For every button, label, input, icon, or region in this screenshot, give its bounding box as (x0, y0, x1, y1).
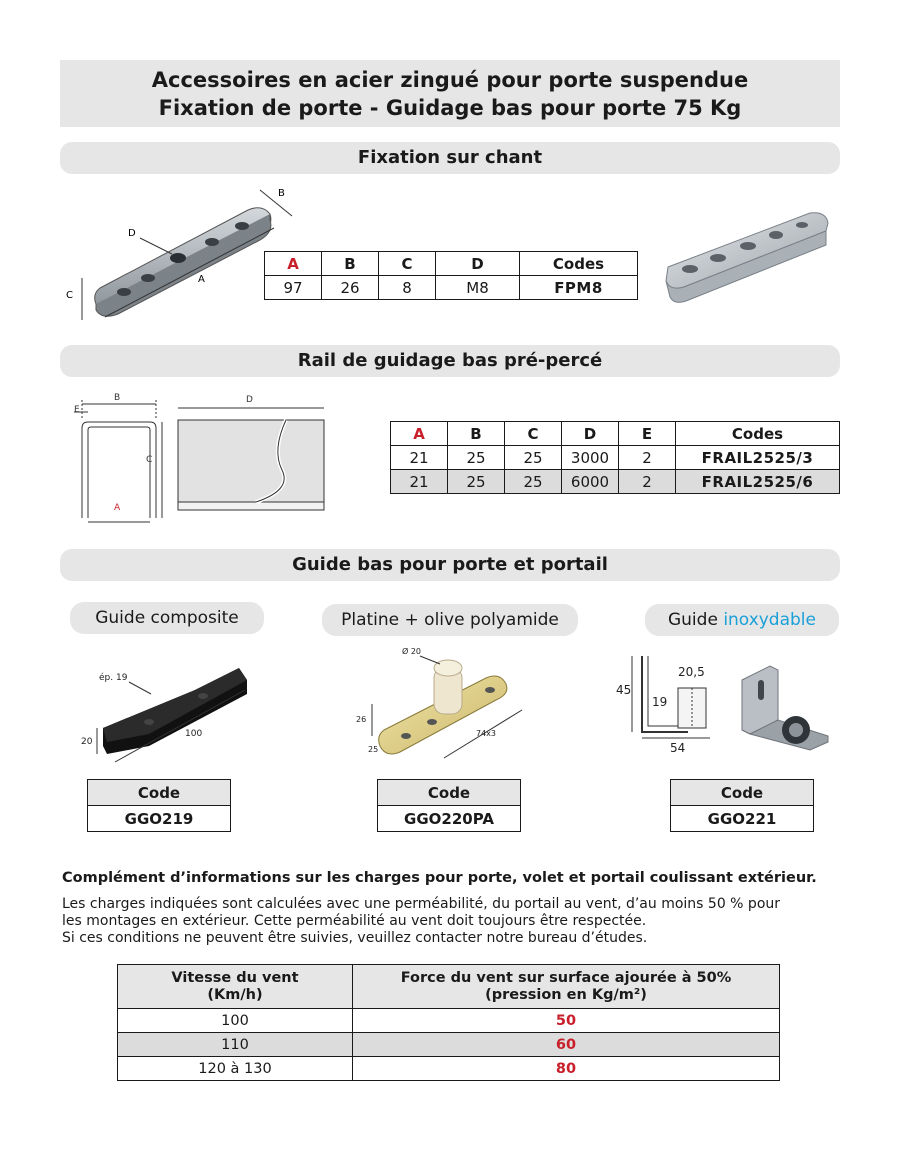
info-title: Complément d’informations sur les charges pour porte, volet et portail coulissant extérieur. (62, 870, 817, 886)
table-cell: 97 (265, 276, 322, 300)
wind-force: 50 (353, 1009, 780, 1033)
rail-table (390, 421, 840, 494)
product-name-inox (645, 604, 839, 636)
wind-speed: 120 à 130 (118, 1057, 353, 1081)
code-value: GGO219 (88, 806, 231, 832)
composite-dim-height: 20 (81, 737, 93, 747)
platine-dim-width2: 25 (368, 745, 379, 754)
platine-dim-length: 74x3 (476, 729, 497, 738)
composite-dim-thickness: ép. 19 (99, 673, 128, 683)
wind-header-speed-line2: (Km/h) (207, 986, 263, 1003)
info-line-2: les montages en extérieur. Cette perméabilité au vent doit toujours être respectée. (62, 913, 647, 929)
composite-guide-diagram (75, 650, 265, 770)
fixation-header-c: C (379, 252, 436, 276)
table-row (391, 470, 840, 494)
rail-profile-diagram (60, 390, 340, 530)
composite-dim-length: 100 (185, 729, 203, 739)
code-value: GGO221 (671, 806, 814, 832)
fixation-header-a: A (265, 252, 322, 276)
inox-dim-width: 54 (670, 741, 686, 755)
product-name-composite: Guide composite (70, 602, 264, 634)
table-cell: 25 (448, 446, 505, 470)
wind-header-speed-line1: Vitesse du vent (171, 969, 299, 986)
table-cell: 3000 (562, 446, 619, 470)
table-cell: 25 (448, 470, 505, 494)
code-box-composite (87, 779, 231, 832)
code-header: Code (671, 780, 814, 806)
rail-label-b: B (114, 393, 121, 403)
inox-dim-height: 45 (616, 683, 632, 697)
rail-label-e: E (74, 405, 80, 415)
wind-table (117, 964, 780, 1081)
table-row (118, 1033, 780, 1057)
inox-guide-diagram (612, 650, 840, 765)
product-name-inox-accent: inoxydable (723, 610, 816, 630)
code-box-inox (670, 779, 814, 832)
fixation-label-d: D (128, 228, 136, 239)
fixation-header-codes: Codes (520, 252, 638, 276)
rail-header-a: A (391, 422, 448, 446)
table-cell: M8 (436, 276, 520, 300)
table-cell: 6000 (562, 470, 619, 494)
rail-header-b: B (448, 422, 505, 446)
table-cell-code: FRAIL2525/6 (676, 470, 840, 494)
table-cell: 25 (505, 470, 562, 494)
table-cell: 25 (505, 446, 562, 470)
fixation-label-c: C (66, 290, 73, 301)
inox-dim-a: 20,5 (678, 665, 705, 679)
inox-dim-middle: 19 (652, 695, 668, 709)
table-cell: 26 (322, 276, 379, 300)
table-cell: 2 (619, 470, 676, 494)
rail-header-c: C (505, 422, 562, 446)
info-line-3: Si ces conditions ne peuvent être suivies, veuillez contacter notre bureau d’études. (62, 930, 648, 946)
fixation-label-b: B (278, 188, 285, 199)
product-name-platine: Platine + olive polyamide (322, 604, 578, 636)
code-header: Code (378, 780, 521, 806)
product-name-inox-plain: Guide (667, 610, 724, 630)
info-line-1: Les charges indiquées sont calculées avec une perméabilité, du portail au vent, d’au moins 50 % pour (62, 896, 781, 912)
table-row (118, 1057, 780, 1081)
rail-label-c: C (146, 455, 153, 465)
table-cell-code: FRAIL2525/3 (676, 446, 840, 470)
page-title (60, 60, 840, 127)
section-guide-title: Guide bas pour porte et portail (60, 549, 840, 581)
section-fixation-title: Fixation sur chant (60, 142, 840, 174)
table-cell: 21 (391, 446, 448, 470)
platine-guide-diagram (350, 640, 540, 770)
table-cell: 8 (379, 276, 436, 300)
title-line-2: Fixation de porte - Guidage bas pour porte 75 Kg (158, 96, 742, 120)
fixation-header-b: B (322, 252, 379, 276)
fixation-header-d: D (436, 252, 520, 276)
code-header: Code (88, 780, 231, 806)
code-value: GGO220PA (378, 806, 521, 832)
wind-header-force (353, 965, 780, 1009)
rail-header-d: D (562, 422, 619, 446)
fixation-table (264, 251, 638, 300)
table-cell-code: FPM8 (520, 276, 638, 300)
platine-dim-diameter: Ø 20 (402, 647, 422, 656)
wind-force: 60 (353, 1033, 780, 1057)
rail-label-a: A (114, 503, 121, 513)
info-paragraph (62, 896, 842, 947)
wind-speed: 110 (118, 1033, 353, 1057)
fixation-label-a: A (198, 274, 205, 285)
code-box-platine (377, 779, 521, 832)
fixation-product-photo (660, 205, 840, 315)
platine-dim-width: 26 (356, 715, 367, 724)
wind-force: 80 (353, 1057, 780, 1081)
table-cell: 2 (619, 446, 676, 470)
wind-header-force-line2: (pression en Kg/m²) (485, 986, 647, 1003)
rail-header-codes: Codes (676, 422, 840, 446)
section-rail-title: Rail de guidage bas pré-percé (60, 345, 840, 377)
rail-header-e: E (619, 422, 676, 446)
rail-label-d: D (246, 395, 253, 405)
table-row (118, 1009, 780, 1033)
wind-header-force-line1: Force du vent sur surface ajourée à 50% (400, 969, 732, 986)
table-row (391, 446, 840, 470)
table-cell: 21 (391, 470, 448, 494)
wind-speed: 100 (118, 1009, 353, 1033)
wind-header-speed (118, 965, 353, 1009)
title-line-1: Accessoires en acier zingué pour porte suspendue (151, 68, 749, 92)
table-row (265, 276, 638, 300)
